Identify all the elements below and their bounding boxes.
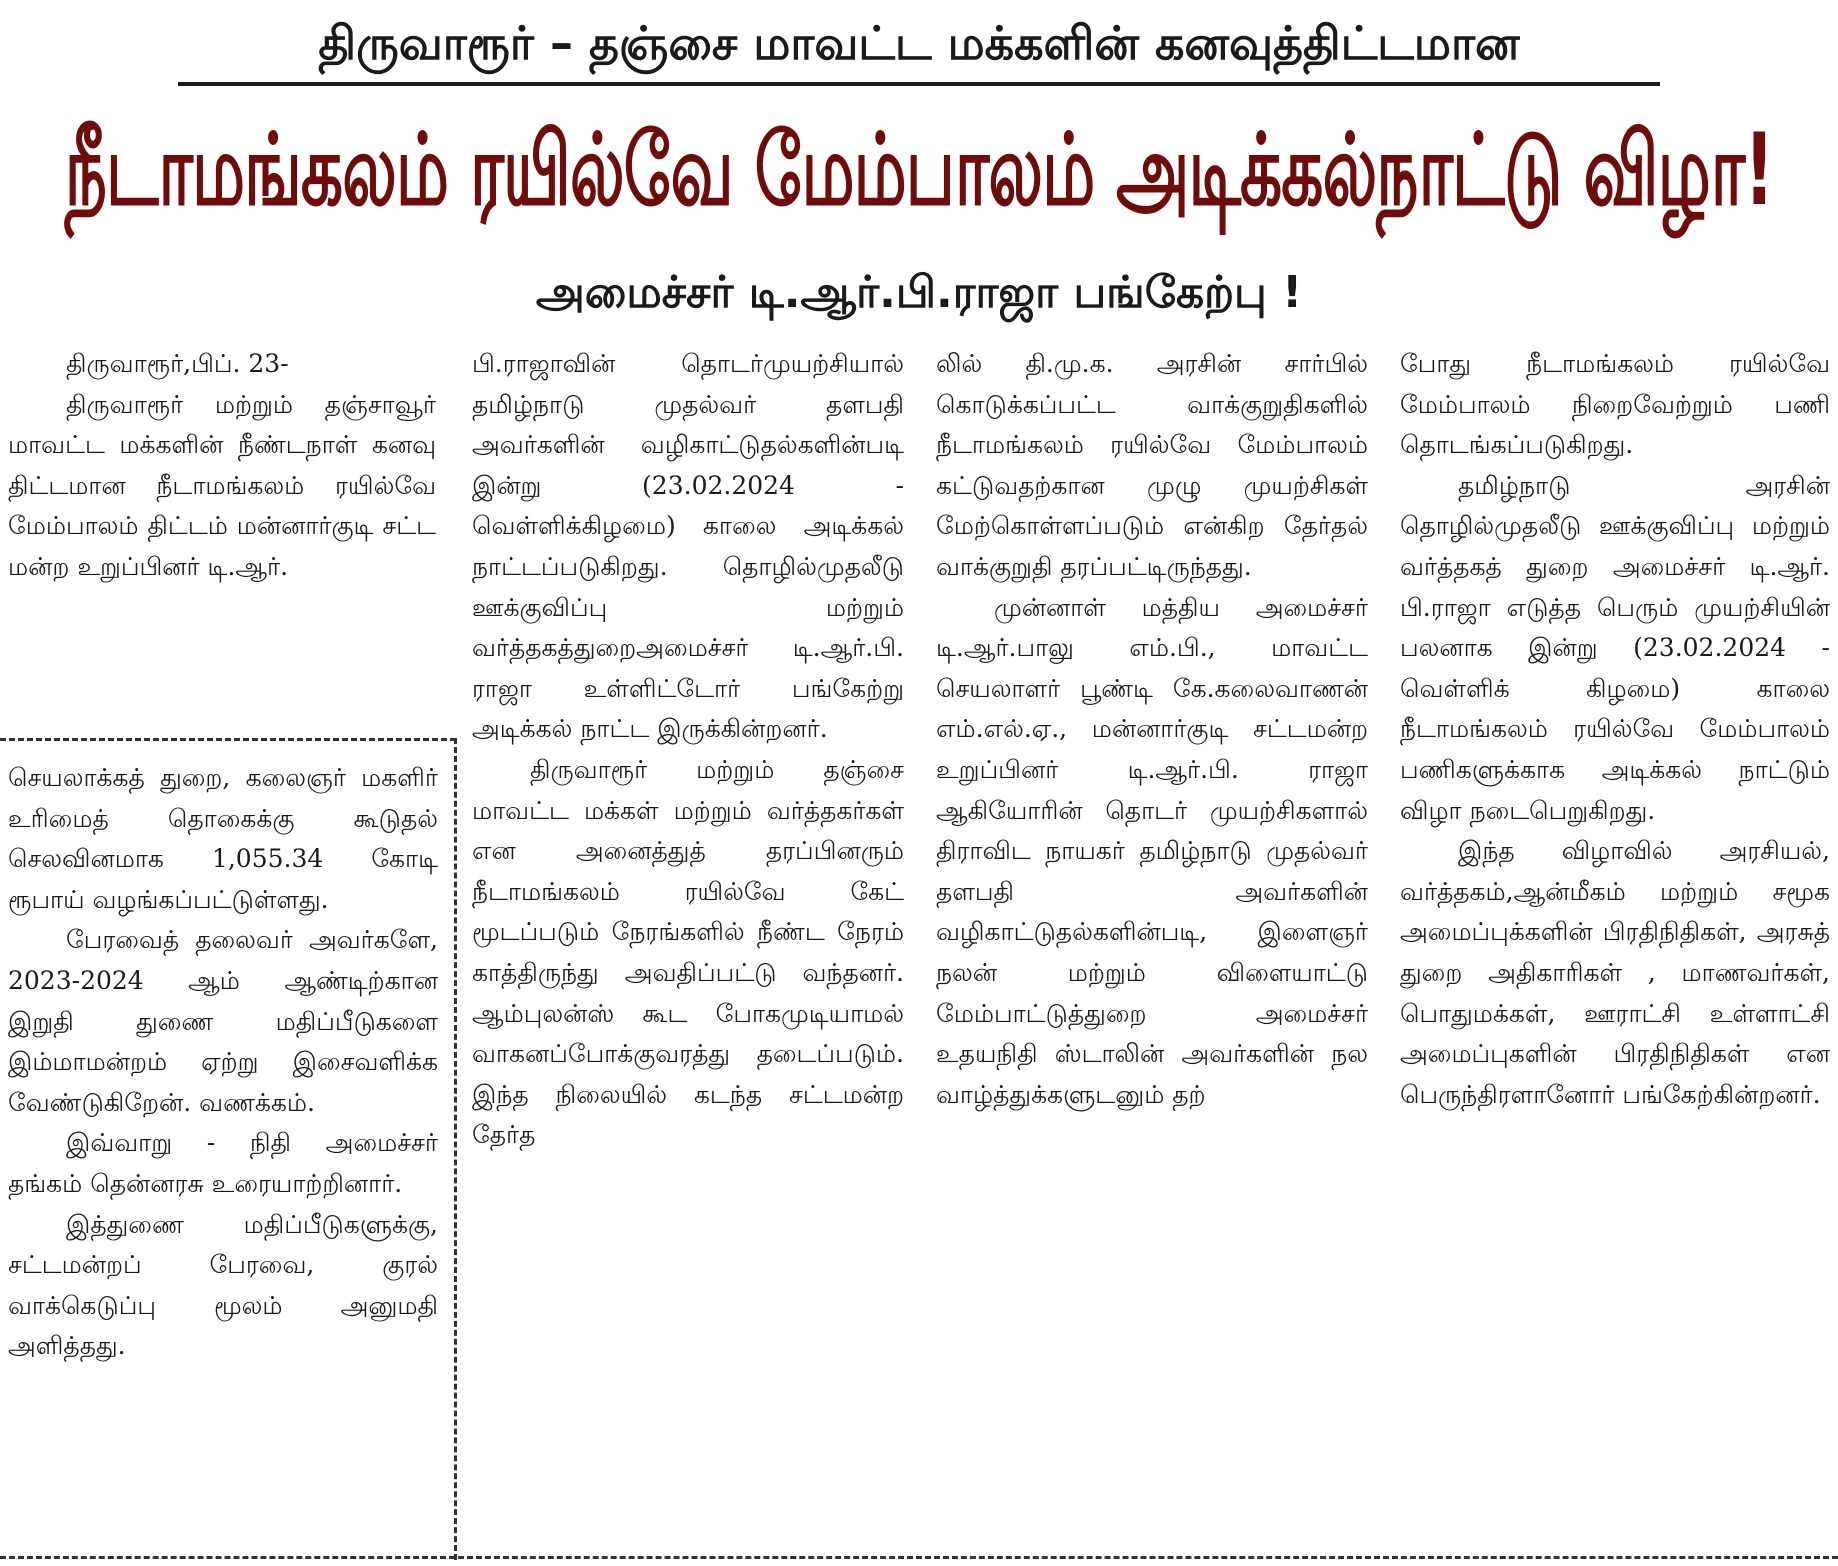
article-column-4 [1400,344,1830,1534]
article-paragraph: திருவாரூர் மற்றும் தஞ்சை மாவட்ட மக்கள் மற்றும் வர்த்தகர்கள் என அனைத்துத் தரப்பினரும் நீடாமங்கலம் ரயில்வே கேட் மூடப்படும் நேரங்களில் நீண்ட நேரம் காத்திருந்து அவதிப்பட்டு வந்தனர். ஆம்புலன்ஸ் கூட போகமுடியாமல் வாகனப்போக்குவரத்து தடைப்படும். இந்த நிலையில் கடந்த சட்டமன்ற தேர்த [472,754,904,1150]
side-story-paragraph: இவ்வாறு - நிதி அமைச்சர் தங்கம் தென்னரசு உரையாற்றினார். [8,1128,438,1198]
article-paragraph: பி.ராஜாவின் தொடர்முயற்சியால் தமிழ்நாடு முதல்வர் தளபதி அவர்களின் வழிகாட்டுதல்களின்படி இன்று (23.02.2024 - வெள்ளிக்கிழமை) காலை அடிக்கல் நாட்டப்படுகிறது. தொழில்முதலீடு ஊக்குவிப்பு மற்றும் வர்த்தகத்துறைஅமைச்சர் டி.ஆர்.பி. ராஜா உள்ளிட்டோர் பங்கேற்று அடிக்கல் நாட்ட இருக்கின்றனர். [472,349,904,744]
side-story-paragraph: பேரவைத் தலைவர் அவர்களே, 2023-2024 ஆம் ஆண்டிற்கான இறுதி துணை மதிப்பீடுகளை இம்மாமன்றம் ஏற்று இசைவளிக்க வேண்டுகிறேன். வணக்கம். [8,925,438,1117]
bottom-dashed-rule [0,1556,1838,1559]
side-story-paragraph: செயலாக்கத் துறை, கலைஞர் மகளிர் உரிமைத் தொகைக்கு கூடுதல் செலவினமாக 1,055.34 கோடி ரூபாய் வழங்கப்பட்டுள்ளது. [8,763,438,914]
article-paragraph: போது நீடாமங்கலம் ரயில்வே மேம்பாலம் நிறைவேற்றும் பணி தொடங்கப்படுகிறது. [1400,349,1830,460]
article-paragraph: இந்த விழாவில் அரசியல், வர்த்தகம்,ஆன்மீகம் மற்றும் சமூக அமைப்புக்களின் பிரதிநிதிகள், அரசுத் துறை அதிகாரிகள் , மாணவர்கள், பொதுமக்கள், ஊராட்சி உள்ளாட்சி அமைப்புகளின் பிரதிநிதிகள் என பெருந்திரளானோர் பங்கேற்கின்றனர். [1400,836,1830,1109]
article-column-3 [936,344,1368,1534]
article-paragraph: முன்னாள் மத்திய அமைச்சர் டி.ஆர்.பாலு எம்.பி., மாவட்ட செயலாளர் பூண்டி கே.கலைவாணன் எம்.எல்.ஏ., மன்னார்குடி சட்டமன்ற உறுப்பினர் டி.ஆர்.பி. ராஜா ஆகியோரின் தொடர் முயற்சிகளால் திராவிட நாயகர் தமிழ்நாடு முதல்வர் தளபதி அவர்களின் வழிகாட்டுதல்களின்படி, இளைஞர் நலன் மற்றும் விளையாட்டு மேம்பாட்டுத்துறை அமைச்சர் உதயநிதி ஸ்டாலின் அவர்களின் நல வாழ்த்துக்களுடனும் தற் [936,592,1368,1109]
article-column-2 [472,344,904,1534]
kicker-headline: திருவாரூர் – தஞ்சை மாவட்ட மக்களின் கனவுத்திட்டமான [318,16,1520,70]
dateline: திருவாரூர்,பிப். 23- [66,349,289,378]
article-paragraph: தமிழ்நாடு அரசின் தொழில்முதலீடு ஊக்குவிப்பு மற்றும் வர்த்தகத் துறை அமைச்சர் டி.ஆர். பி.ராஜா எடுத்த பெரும் முயற்சியின் பலனாக இன்று (23.02.2024 - வெள்ளிக் கிழமை) காலை நீடாமங்கலம் ரயில்வே மேம்பாலம் பணிகளுக்காக அடிக்கல் நாட்டும் விழா நடைபெறுகிறது. [1400,470,1830,825]
article-paragraph: திருவாரூர் மற்றும் தஞ்சாவூர் மாவட்ட மக்களின் நீண்டநாள் கனவு திட்டமான நீடாமங்கலம் ரயில்வே மேம்பாலம் திட்டம் மன்னார்குடி சட்ட மன்ற உறுப்பினர் டி.ஆர். [8,389,436,581]
main-headline: நீடாமங்கலம் ரயில்வே மேம்பாலம் அடிக்கல்நாட்டு விழா! [64,112,1774,228]
side-story-paragraph: இத்துணை மதிப்பீடுகளுக்கு, சட்டமன்றப் பேரவை, குரல் வாக்கெடுப்பு மூலம் அனுமதி அளித்தது. [8,1209,438,1361]
article-paragraph: லில் தி.மு.க. அரசின் சார்பில் கொடுக்கப்பட்ட வாக்குறுதிகளில் நீடாமங்கலம் ரயில்வே மேம்பாலம் கட்டுவதற்கான முழு முயற்சிகள் மேற்கொள்ளப்படும் என்கிற தேர்தல் வாக்குறுதி தரப்பட்டிருந்தது. [936,349,1368,581]
side-story-box [8,758,438,1534]
article-column-1 [8,344,436,710]
box-top-border [0,738,456,741]
box-side-border [454,738,457,1560]
subheadline: அமைச்சர் டி.ஆர்.பி.ராஜா பங்கேற்பு ! [535,267,1303,318]
